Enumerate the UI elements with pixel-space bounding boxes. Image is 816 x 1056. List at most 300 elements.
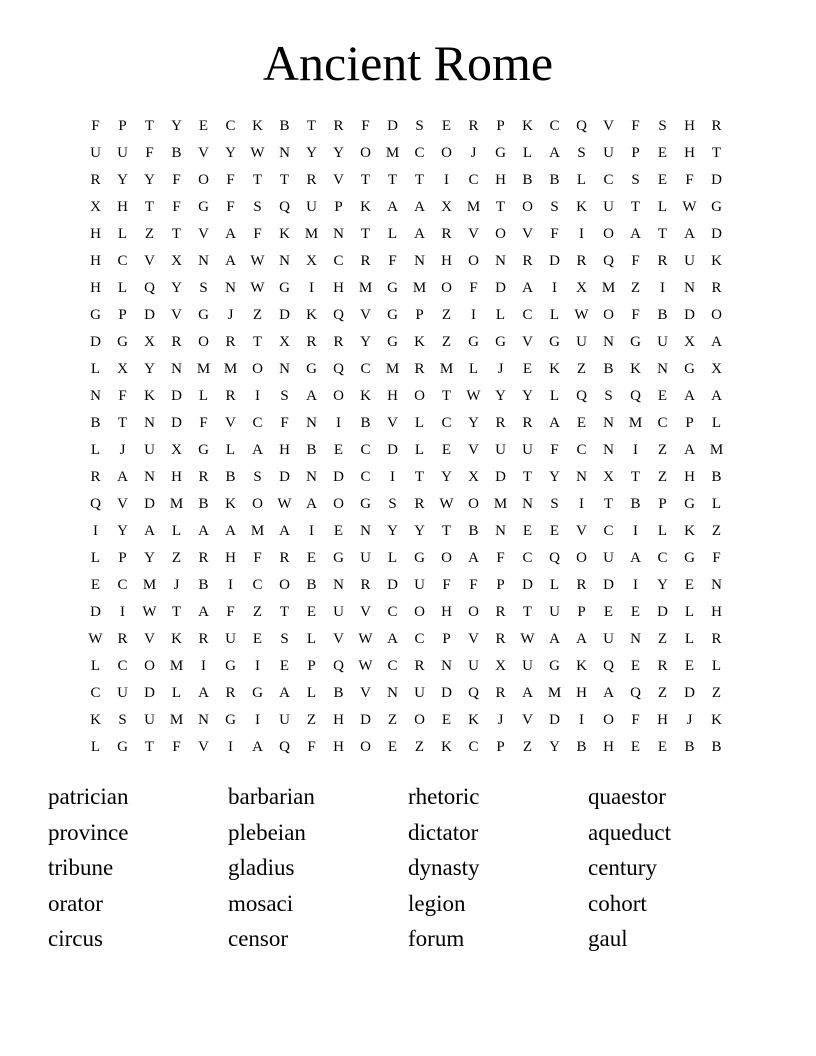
grid-letter: P [118,118,127,134]
grid-letter: Q [279,739,290,755]
grid-letter: N [171,361,182,377]
grid-row [82,329,730,356]
grid-letter: Y [495,388,506,404]
grid-letter: O [468,496,479,512]
grid-letter: Q [603,658,614,674]
grid-letter: T [657,226,668,242]
grid-letter: C [90,685,101,701]
grid-letter: X [171,253,182,269]
grid-row [82,221,730,248]
grid-letter: K [576,658,587,674]
grid-letter: T [117,415,128,431]
grid-letter: D [387,118,398,134]
grid-letter: Y [171,118,182,134]
grid-letter: X [171,442,182,458]
grid-letter: M [358,280,373,296]
grid-letter: F [631,712,640,728]
grid-letter: X [495,658,506,674]
grid-letter: J [470,145,477,161]
grid-letter: T [144,199,155,215]
word-list-item: cohort [588,890,647,916]
grid-letter: Q [279,199,290,215]
grid-letter: B [711,469,722,485]
grid-letter: E [90,577,101,593]
grid-letter: R [117,631,128,647]
grid-letter: A [198,685,209,701]
grid-letter: H [441,253,452,269]
grid-letter: A [225,523,236,539]
grid-letter: G [630,334,641,350]
grid-letter: G [333,550,344,566]
grid-letter: D [711,226,722,242]
grid-letter: H [117,199,128,215]
grid-letter: Z [576,361,587,377]
grid-letter: A [198,523,209,539]
grid-letter: P [496,739,505,755]
grid-letter: R [414,361,425,377]
grid-letter: O [252,361,263,377]
grid-letter: N [441,658,452,674]
grid-letter: N [576,469,587,485]
grid-letter: D [495,469,506,485]
grid-letter: C [360,469,371,485]
word-list-item: forum [408,926,465,951]
grid-letter: I [93,523,98,539]
grid-letter: U [306,199,317,215]
grid-letter: R [495,685,506,701]
word-list-item: rhetoric [408,784,480,809]
grid-letter: B [198,496,209,512]
grid-letter: H [441,604,452,620]
grid-letter: W [88,631,103,647]
grid-letter: U [684,253,695,269]
grid-letter: B [360,415,371,431]
grid-letter: M [142,577,157,593]
grid-letter: C [549,118,560,134]
grid-letter: C [117,658,128,674]
grid-letter: G [90,307,101,323]
grid-letter: B [549,172,560,188]
grid-row [82,545,730,572]
grid-letter: V [468,631,479,647]
grid-letter: N [333,577,344,593]
grid-letter: I [579,226,584,242]
grid-letter: K [549,361,560,377]
grid-letter: D [279,469,290,485]
grid-letter: G [684,550,695,566]
grid-letter: A [225,226,236,242]
grid-letter: D [279,307,290,323]
grid-letter: Q [603,253,614,269]
grid-letter: H [495,172,506,188]
grid-letter: U [279,712,290,728]
grid-letter: C [468,172,479,188]
grid-letter: N [414,253,425,269]
grid-letter: C [603,172,614,188]
grid-letter: E [576,415,587,431]
grid-letter: E [630,658,641,674]
grid-letter: F [442,577,451,593]
grid-letter: Z [171,550,182,566]
grid-letter: N [630,631,641,647]
grid-letter: W [439,496,454,512]
page-title: Ancient Rome [262,35,554,91]
grid-letter: Z [657,685,668,701]
grid-letter: F [388,253,397,269]
grid-letter: Y [333,145,344,161]
grid-letter: R [495,415,506,431]
grid-letter: H [603,739,614,755]
grid-letter: A [684,226,695,242]
grid-letter: U [333,604,344,620]
grid-letter: L [387,550,398,566]
grid-letter: Y [522,388,533,404]
grid-letter: Z [252,307,263,323]
grid-letter: G [549,334,560,350]
grid-letter: P [415,307,424,323]
grid-letter: G [117,739,128,755]
grid-row [82,302,730,329]
grid-letter: U [603,145,614,161]
grid-letter: Z [144,226,155,242]
grid-letter: Q [333,361,344,377]
grid-letter: Q [630,388,641,404]
grid-letter: A [117,469,128,485]
grid-letter: I [228,577,233,593]
grid-letter: N [279,145,290,161]
grid-letter: K [711,712,722,728]
grid-letter: I [255,712,260,728]
grid-letter: Y [171,280,182,296]
grid-letter: C [360,361,371,377]
grid-row [82,140,730,167]
grid-letter: A [414,226,425,242]
grid-letter: K [576,199,587,215]
grid-letter: Y [441,469,452,485]
grid-letter: C [441,415,452,431]
grid-letter: Y [549,739,560,755]
grid-letter: E [684,658,695,674]
grid-letter: L [171,685,182,701]
grid-letter: A [711,388,722,404]
grid-letter: C [522,550,533,566]
grid-letter: C [387,604,398,620]
grid-letter: T [171,604,182,620]
grid-letter: F [550,442,559,458]
grid-letter: H [90,226,101,242]
grid-letter: N [306,415,317,431]
grid-letter: V [225,415,236,431]
grid-letter: G [225,658,236,674]
grid-letter: Y [225,145,236,161]
grid-letter: D [90,604,101,620]
grid-letter: G [198,199,209,215]
grid-letter: G [279,280,290,296]
grid-letter: O [603,226,614,242]
grid-letter: W [250,253,265,269]
grid-letter: S [604,388,613,404]
grid-letter: P [496,118,505,134]
grid-letter: V [522,712,533,728]
grid-row [82,518,730,545]
grid-letter: A [198,604,209,620]
grid-letter: Y [117,172,128,188]
grid-letter: Y [657,577,668,593]
grid-letter: X [468,469,479,485]
word-list-item: dynasty [408,855,480,880]
grid-row [82,626,730,653]
grid-letter: H [90,253,101,269]
grid-letter: F [118,388,127,404]
grid-letter: S [118,712,127,728]
grid-letter: F [253,226,262,242]
grid-letter: M [223,361,238,377]
grid-letter: G [225,712,236,728]
grid-letter: A [711,334,722,350]
grid-letter: I [633,442,638,458]
grid-letter: A [252,442,263,458]
grid-letter: G [684,496,695,512]
grid-letter: D [603,577,614,593]
word-list-item: gladius [228,855,295,880]
grid-letter: I [390,469,395,485]
word-list-item: circus [48,926,103,951]
grid-letter: F [172,739,181,755]
grid-letter: Y [117,523,128,539]
grid-letter: L [171,523,182,539]
word-list [48,779,768,957]
grid-letter: S [550,199,559,215]
grid-letter: U [414,577,425,593]
grid-row [82,491,730,518]
grid-row [82,572,730,599]
grid-letter: O [252,496,263,512]
grid-letter: Q [333,307,344,323]
grid-letter: D [90,334,101,350]
grid-letter: E [603,604,614,620]
grid-letter: T [387,172,398,188]
grid-letter: M [385,361,400,377]
grid-letter: X [144,334,155,350]
grid-letter: X [279,334,290,350]
grid-letter: O [360,739,371,755]
grid-letter: E [657,739,668,755]
grid-letter: N [657,361,668,377]
grid-letter: I [660,280,665,296]
grid-letter: H [333,280,344,296]
grid-letter: L [711,496,722,512]
grid-letter: I [579,712,584,728]
grid-letter: L [657,523,668,539]
grid-letter: R [333,334,344,350]
grid-letter: L [711,658,722,674]
grid-letter: U [576,334,587,350]
grid-letter: V [576,523,587,539]
word-list-item: gaul [588,926,628,951]
grid-letter: D [387,442,398,458]
grid-letter: D [684,307,695,323]
grid-letter: I [309,280,314,296]
grid-letter: M [466,199,481,215]
grid-letter: T [252,172,263,188]
grid-letter: K [360,199,371,215]
grid-letter: R [711,631,722,647]
grid-letter: V [603,118,614,134]
grid-letter: H [657,712,668,728]
grid-letter: W [358,658,373,674]
grid-letter: L [90,739,101,755]
grid-letter: A [522,685,533,701]
grid-letter: G [117,334,128,350]
grid-letter: O [603,712,614,728]
grid-letter: L [198,388,209,404]
grid-letter: G [198,442,209,458]
grid-letter: A [684,388,695,404]
grid-letter: D [684,685,695,701]
grid-letter: D [657,604,668,620]
grid-letter: E [522,523,533,539]
grid-letter: L [306,685,317,701]
grid-letter: I [633,577,638,593]
grid-letter: M [601,280,616,296]
grid-letter: B [522,172,533,188]
grid-letter: K [171,631,182,647]
grid-letter: L [657,199,668,215]
grid-letter: J [497,712,504,728]
grid-letter: E [441,118,452,134]
grid-letter: Y [144,550,155,566]
grid-letter: Z [657,442,668,458]
grid-letter: G [711,199,722,215]
grid-letter: F [469,280,478,296]
grid-letter: U [117,685,128,701]
grid-letter: C [657,415,668,431]
grid-letter: A [468,550,479,566]
grid-letter: R [198,550,209,566]
grid-letter: R [90,172,101,188]
grid-letter: R [711,118,722,134]
grid-letter: N [360,523,371,539]
letter-grid [82,113,730,761]
grid-letter: T [495,199,506,215]
grid-row [82,113,730,140]
grid-letter: K [684,523,695,539]
word-list-item: century [588,855,657,880]
grid-letter: G [198,307,209,323]
grid-row [82,707,730,734]
grid-row [82,437,730,464]
grid-letter: N [711,577,722,593]
grid-letter: U [117,145,128,161]
grid-letter: A [522,280,533,296]
grid-letter: M [547,685,562,701]
grid-letter: V [198,739,209,755]
grid-letter: E [684,577,695,593]
grid-letter: S [415,118,424,134]
grid-letter: T [414,172,425,188]
grid-letter: F [199,415,208,431]
grid-letter: D [549,712,560,728]
grid-letter: J [119,442,126,458]
grid-letter: T [144,118,155,134]
grid-letter: V [387,415,398,431]
grid-letter: Z [414,739,425,755]
grid-letter: A [279,685,290,701]
grid-letter: Y [387,523,398,539]
grid-letter: Z [441,334,452,350]
grid-letter: I [255,658,260,674]
grid-letter: F [685,172,694,188]
grid-letter: Z [711,523,722,539]
grid-letter: F [631,253,640,269]
grid-letter: Q [333,658,344,674]
word-list-item: quaestor [588,784,666,809]
grid-letter: O [441,280,452,296]
grid-letter: H [684,469,695,485]
grid-letter: U [225,631,236,647]
grid-row [82,410,730,437]
grid-letter: V [144,631,155,647]
grid-row [82,248,730,275]
grid-letter: V [117,496,128,512]
grid-letter: V [468,442,479,458]
grid-letter: M [196,361,211,377]
grid-letter: N [522,496,533,512]
word-list-item: patrician [48,784,129,809]
grid-letter: W [358,631,373,647]
grid-letter: V [171,307,182,323]
grid-letter: B [711,739,722,755]
grid-letter: L [90,361,101,377]
grid-letter: W [574,307,589,323]
grid-letter: S [658,118,667,134]
grid-row [82,734,730,761]
grid-letter: U [360,550,371,566]
grid-letter: W [250,280,265,296]
grid-letter: I [336,415,341,431]
grid-letter: L [306,631,317,647]
grid-letter: J [227,307,234,323]
grid-letter: O [603,307,614,323]
grid-letter: L [549,388,560,404]
grid-letter: O [279,577,290,593]
grid-letter: I [444,172,449,188]
grid-letter: I [255,388,260,404]
grid-letter: E [522,361,533,377]
grid-letter: L [576,172,587,188]
grid-letter: O [198,172,209,188]
grid-letter: N [225,280,236,296]
grid-letter: X [576,280,587,296]
grid-letter: G [252,685,263,701]
grid-letter: W [682,199,697,215]
grid-letter: Y [144,172,155,188]
grid-letter: X [711,361,722,377]
grid-letter: S [199,280,208,296]
grid-letter: F [172,199,181,215]
grid-row [82,599,730,626]
grid-letter: D [387,577,398,593]
grid-letter: R [360,577,371,593]
grid-letter: B [630,496,641,512]
grid-letter: C [252,415,263,431]
grid-letter: R [198,469,209,485]
grid-letter: M [493,496,508,512]
grid-letter: V [522,334,533,350]
grid-letter: X [306,253,317,269]
grid-letter: Q [576,388,587,404]
grid-letter: C [657,550,668,566]
